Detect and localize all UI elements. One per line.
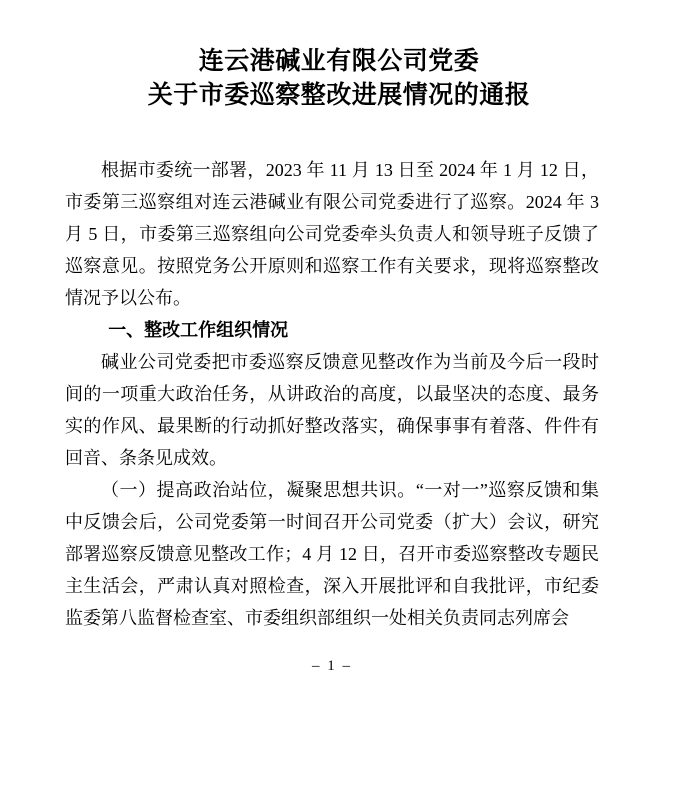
paragraph-item-1: （一）提高政治站位，凝聚思想共识。“一对一”巡察反馈和集中反馈会后，公司党委第一时间召开公司党委（扩大）会议，研究部署巡察反馈意见整改工作；4 月 12 日，召开市委巡察整改专题民主生活会，严肃认真对照检查，深入开展批评和自我批评，市纪委监委第八监督检查室、市委组织部组织一处相关负责同志列席会: [65, 480, 599, 628]
paragraph-overview: 碱业公司党委把市委巡察反馈意见整改作为当前及今后一段时间的一项重大政治任务，从讲政治的高度，以最坚决的态度、最务实的作风、最果断的行动抓好整改落实，确保事事有着落、件件有回音、条条见成效。: [65, 352, 599, 468]
document-title-line-1: 连云港碱业有限公司党委: [198, 48, 480, 75]
document-title-line-2: 关于市委巡察整改进展情况的通报: [147, 82, 531, 109]
section-heading-1: 一、整改工作组织情况: [108, 320, 289, 340]
document-body: [65, 154, 599, 634]
document-title: [0, 0, 678, 113]
paragraph-intro: 根据市委统一部署，2023 年 11 月 13 日至 2024 年 1 月 12 日，市委第三巡察组对连云港碱业有限公司党委进行了巡察。2024 年 3 月 5 日，市委第三巡察组向公司党委牵头负责人和领导班子反馈了巡察意见。按照党务公开原则和巡察工作有关要求，现将巡察整改情况予以公布。: [65, 160, 599, 308]
page-number: – 1 –: [312, 658, 352, 674]
